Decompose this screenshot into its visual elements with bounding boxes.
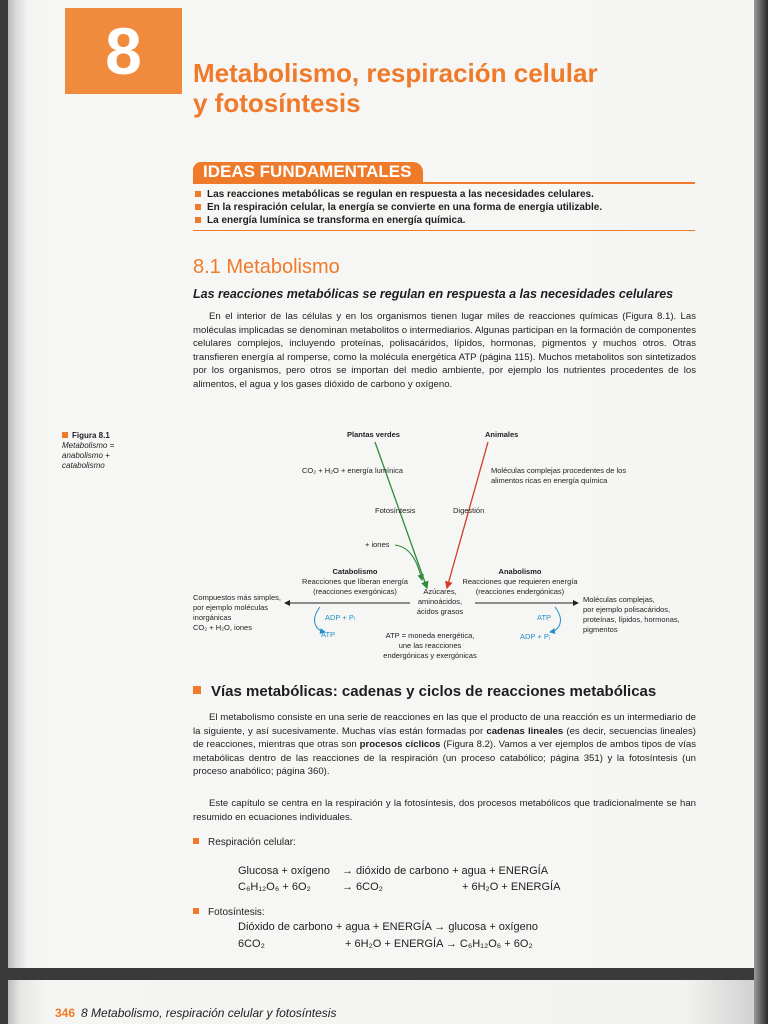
atp-cycle-left	[315, 607, 325, 632]
label-inputs: CO₂ + H₂O + energía lumínica	[302, 466, 403, 475]
label-atp-note-3: endergónicas y exergónicas	[383, 651, 477, 660]
resp-formula-mid: → 6CO₂	[342, 881, 383, 893]
idea-item: En la respiración celular, la energía se convierte en una forma de energía utilizable.	[193, 201, 693, 214]
ideas-list	[193, 188, 693, 227]
label-center-2: aminoácidos,	[417, 597, 463, 606]
label-anabolism-desc2: (reacciones endergónicas)	[475, 587, 565, 596]
label-adp-left: ADP + Pᵢ	[325, 613, 356, 622]
label-complex-food-1: Moléculas complejas procedentes de los	[491, 466, 627, 475]
page-shadow	[754, 0, 768, 1024]
resp-word-right: → dióxido de carbono + agua + ENERGÍA	[342, 865, 549, 877]
paragraph-intro: En el interior de las células y en los organismos tienen lugar miles de reacciones químicas (Figura 8.1). Las moléculas implicadas se denominan metabolitos o intermediarios. Algunas participan en la formación de componentes celulares complejos, incluyendo proteínas, polisacáridos, lípidos, hormonas, pigmentos y muchos otros. Otras transfieren energía al romperse, como la molécula energética ATP (página 115). Muchos metabolitos son sintetizados por los organismos, pero otros se importan del medio ambiente, por ejemplo los nutrientes procedentes de los alimentos, el agua y los gases dióxido de carbono y oxígeno.	[193, 311, 696, 390]
section-subtitle: Las reacciones metabólicas se regulan en respuesta a las necesidades celulares	[193, 287, 674, 301]
page-footer	[55, 1006, 336, 1020]
resp-formula-right: + 6H₂O + ENERGÍA	[462, 881, 561, 893]
figure-caption-line: anabolismo +	[62, 451, 110, 460]
page-number: 346	[55, 1006, 76, 1020]
label-digestion: Digestión	[453, 506, 485, 515]
label-complex-food-2: alimentos ricas en energía química	[491, 476, 608, 485]
chapter-number: 8	[65, 8, 182, 94]
figure-number: Figura 8.1	[62, 431, 114, 441]
chapter-title-line2: y fotosíntesis	[193, 88, 361, 118]
term-cyclic-processes: procesos cíclicos	[359, 739, 441, 750]
chapter-title	[193, 58, 713, 118]
label-simple-1: Compuestos más simples,	[193, 593, 281, 602]
label-simple-3: inorgánicas	[193, 613, 232, 622]
section-title: 8.1 Metabolismo	[193, 256, 340, 278]
label-ions: + iones	[365, 540, 390, 549]
text-run: El metabolismo consiste en una serie de reacciones en las que el producto de una reacción es un intermediario de la siguiente, y así sucesivamente. Muchas vías están formadas por	[193, 712, 696, 737]
label-complex-3: proteínas, lípidos, hormonas,	[583, 615, 680, 624]
photo-formula-right: + 6H₂O + ENERGÍA → C₆H₁₂O₆ + 6O₂	[345, 938, 533, 950]
label-simple-2: por ejemplo moléculas	[193, 603, 269, 612]
figure-caption-line: catabolismo	[62, 461, 105, 470]
label-catabolism-desc2: (reacciones exergónicas)	[313, 587, 397, 596]
respiration-label: Respiración celular:	[193, 837, 296, 848]
label-complex-1: Moléculas complejas,	[583, 595, 655, 604]
paragraph-pathways	[193, 711, 696, 779]
idea-item: La energía lumínica se transforma en energía química.	[193, 214, 693, 227]
label-animals: Animales	[485, 430, 519, 439]
label-atp-left: ATP	[321, 630, 336, 639]
label-catabolism-desc1: Reacciones que liberan energía	[302, 577, 408, 586]
label-complex-4: pigmentos	[583, 625, 618, 634]
figure-caption-line: Metabolismo =	[62, 441, 115, 450]
label-adp-right: ADP + Pᵢ	[520, 632, 551, 641]
ideas-bottom-rule	[193, 230, 695, 231]
label-plants: Plantas verdes	[347, 430, 400, 439]
label-center-1: Azúcares,	[423, 587, 457, 596]
label-complex-2: por ejemplo polisacáridos,	[583, 605, 671, 614]
ideas-heading: IDEAS FUNDAMENTALES	[193, 162, 423, 182]
text-run: (es decir, secuencias lineales) de reacciones, mientras que otras son	[193, 725, 696, 750]
idea-item: Las reacciones metabólicas se regulan en respuesta a las necesidades celulares.	[193, 188, 693, 201]
resp-word-left: Glucosa + oxígeno	[238, 865, 331, 877]
label-simple-4: CO₂ + H₂O, iones	[193, 623, 252, 632]
label-anabolism: Anabolismo	[498, 567, 542, 576]
label-center-3: ácidos grasos	[416, 607, 464, 616]
atp-cycle-right	[550, 607, 560, 632]
photosynthesis-label: Fotosíntesis:	[193, 907, 265, 918]
label-atp-note-1: ATP = moneda energética,	[385, 631, 475, 640]
footer-text: 8 Metabolismo, respiración celular y fotosíntesis	[81, 1006, 337, 1020]
photo-word: Dióxido de carbono + agua + ENERGÍA → glucosa + oxígeno	[238, 921, 538, 933]
label-photosynthesis: Fotosíntesis	[375, 506, 416, 515]
label-anabolism-desc1: Reacciones que requieren energía	[462, 577, 578, 586]
label-atp-right: ATP	[537, 613, 552, 622]
figure-caption	[62, 431, 114, 471]
ideas-rule	[193, 182, 695, 184]
label-catabolism: Catabolismo	[332, 567, 378, 576]
term-linear-chains: cadenas lineales	[486, 725, 564, 737]
chapter-title-line1: Metabolismo, respiración celular	[193, 58, 598, 88]
metabolism-diagram	[185, 425, 705, 670]
text-run: (Figura 8.2). Vamos a ver ejemplos de ambos tipos de vías metabólicas dentro de las reacciones de la respiración (un proceso catabólico; página 351) y la fotosíntesis (un proceso anabólico; página 360).	[193, 739, 696, 777]
pathways-heading: Vías metabólicas: cadenas y ciclos de reacciones metabólicas	[193, 683, 656, 700]
resp-formula-left: C₆H₁₂O₆ + 6O₂	[238, 881, 311, 893]
paragraph-focus: Este capítulo se centra en la respiración y la fotosíntesis, dos procesos metabólicos que tradicionalmente se han resumido en ecuaciones individuales.	[193, 798, 696, 823]
label-atp-note-2: une las reacciones	[398, 641, 462, 650]
photo-formula-left: 6CO₂	[238, 938, 265, 950]
